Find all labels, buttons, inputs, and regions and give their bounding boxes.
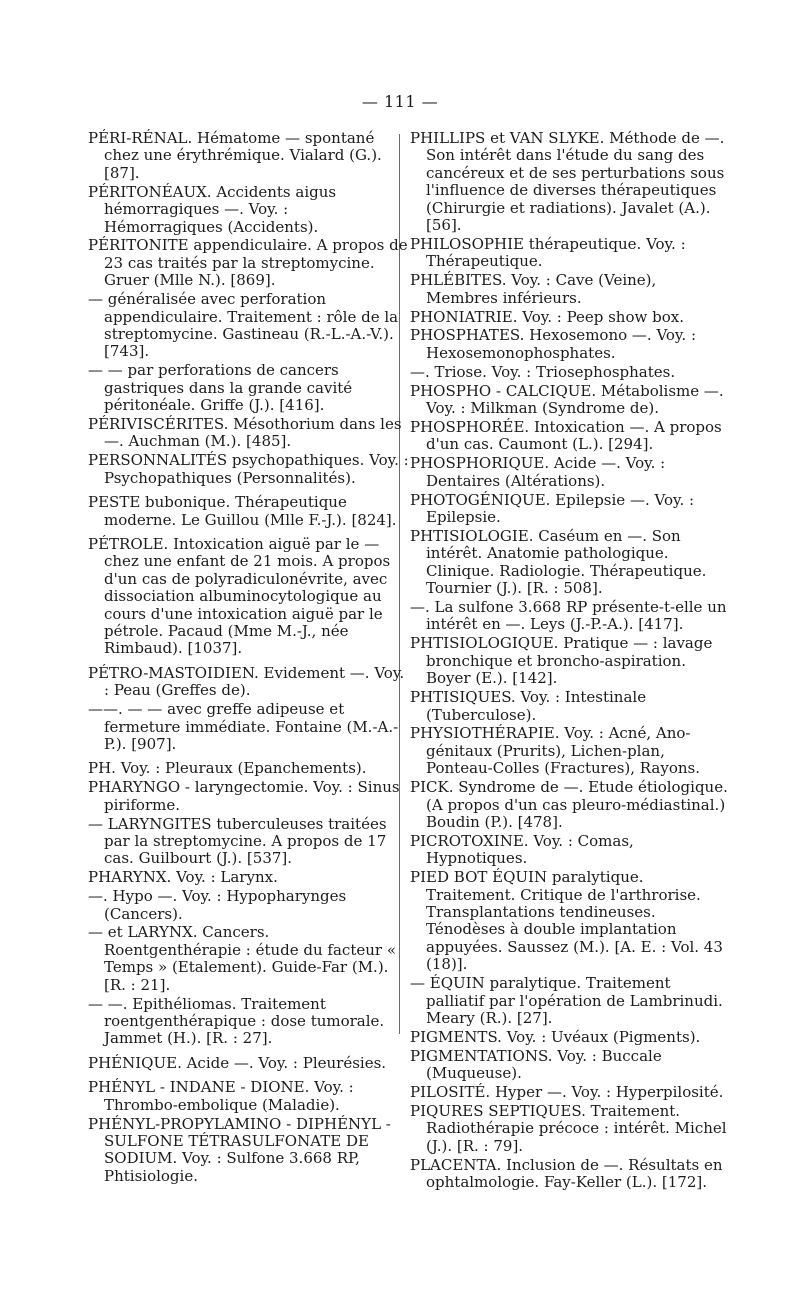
index-entry: PHILOSOPHIE thérapeutique. Voy. : Thérapeutique. xyxy=(410,234,686,271)
index-entry: PÉRI-RÉNAL. Hématome — spontané chez une érythrémique. Vialard (G.). [87]. xyxy=(88,129,382,182)
index-entry: PIQURES SEPTIQUES. Traitement. Radiothérapie précoce : intérêt. Michel (J.). [R. : 79]. xyxy=(410,1101,727,1155)
index-entry: PHYSIOTHÉRAPIE. Voy. : Acné, Ano-génitaux (Prurits), Lichen-plan, Ponteau-Colles (Fractures), Rayons. xyxy=(410,724,701,778)
index-entry: — ÉQUIN paralytique. Traitement palliatif par l'opération de Lambrinudi. Meary (R.). [27]. xyxy=(410,974,723,1027)
index-entry: PILOSITÉ. Hyper —. Voy. : Hyperpilosité. xyxy=(410,1083,724,1102)
index-entry: — et LARYNX. Cancers. Roentgenthérapie : étude du facteur « Temps » (Etalement). Guide-Far (M.). [R. : 21]. xyxy=(88,923,396,994)
index-entry: ——. — — avec greffe adipeuse et fermeture immédiate. Fontaine (M.-A.-P.). [907]. xyxy=(88,700,399,753)
index-entry: PICROTOXINE. Voy. : Comas, Hypnotiques. xyxy=(410,831,634,868)
index-entry: PIGMENTATIONS. Voy. : Buccale (Muqueuse). xyxy=(410,1046,662,1083)
index-entry: PHLÉBITES. Voy. : Cave (Veine), Membres inférieurs. xyxy=(410,271,657,307)
index-entry: —. Hypo —. Voy. : Hypopharynges (Cancers). xyxy=(88,887,347,923)
index-entry: PHÉNYL-PROPYLAMINO - DIPHÉNYL - SULFONE TÉTRASULFONATE DE SODIUM. Voy. : Sulfone 3.668 RP, Phtisiologie. xyxy=(88,1114,391,1185)
index-entry: PHÉNYL - INDANE - DIONE. Voy. : Thrombo-embolique (Maladie). xyxy=(88,1078,354,1114)
index-entry: PERSONNALITÉS psychopathiques. Voy. : Psychopathiques (Personnalités). xyxy=(88,451,409,487)
index-entry: PHOSPHORÉE. Intoxication —. A propos d'un cas. Caumont (L.). [294]. xyxy=(410,418,722,454)
index-entry: PHOSPHO - CALCIQUE. Métabolisme —. Voy. : Milkman (Syndrome de). xyxy=(410,381,724,418)
index-entry: PÉRITONÉAUX. Accidents aigus hémorragiques —. Voy. : Hémorragiques (Accidents). xyxy=(88,182,337,236)
index-entry: PHTISIOLOGIE. Caséum en —. Son intérêt. Anatomie pathologique. Clinique. Radiologie. Thérapeutique. Tournier (J.). [R. : 508]. xyxy=(410,526,707,598)
index-entry: PHARYNX. Voy. : Larynx. xyxy=(88,868,278,887)
index-entry: PIGMENTS. Voy. : Uvéaux (Pigments). xyxy=(410,1027,701,1046)
index-entry: PÉRIVISCÉRITES. Mésothorium dans les —. Auchman (M.). [485]. xyxy=(88,415,402,451)
index-entry: PH. Voy. : Pleuraux (Epanchements). xyxy=(88,759,367,778)
index-entry: —. La sulfone 3.668 RP présente-t-elle un intérêt en —. Leys (J.-P.-A.). [417]. xyxy=(410,598,727,634)
index-entry: PHÉNIQUE. Acide —. Voy. : Pleurésies. xyxy=(88,1053,387,1072)
index-entry: PLACENTA. Inclusion de —. Résultats en ophtalmologie. Fay-Keller (L.). [172]. xyxy=(410,1155,723,1192)
index-entry: PHTISIQUES. Voy. : Intestinale (Tuberculose). xyxy=(410,688,647,724)
right-column xyxy=(410,130,732,1193)
index-entry: PIED BOT ÉQUIN paralytique. Traitement. Critique de l'arthrorise. Transplantations tendineuses. Ténodèses à double implantation appuyées. Saussez (M.). [A. E. : Vol. 43 (18)]. xyxy=(410,868,723,974)
index-entry: PÉTRO-MASTOIDIEN. Evidement —. Voy. : Peau (Greffes de). xyxy=(88,663,405,700)
index-entry: —. Triose. Voy. : Triosephosphates. xyxy=(410,362,676,381)
index-entry: PÉTROLE. Intoxication aiguë par le — chez une enfant de 21 mois. A propos d'un cas de polyradiculonévrite, avec dissociation albuminocytologique au cours d'une intoxication aiguë par le pétrole. Pacaud (Mme M.-J., née Rimbaud). [1037]. xyxy=(88,534,391,658)
page-number: — 111 — xyxy=(361,92,439,111)
index-entry: — — par perforations de cancers gastriques dans la grande cavité péritonéale. Griffe (J.). [416]. xyxy=(88,361,353,415)
index-entry: PHOTOGÉNIQUE. Epilepsie —. Voy. : Epilepsie. xyxy=(410,490,695,527)
index-entry: PESTE bubonique. Thérapeutique moderne. Le Guillou (Mlle F.-J.). [824]. xyxy=(88,493,397,529)
index-entry: PHTISIOLOGIQUE. Pratique — : lavage bronchique et broncho-aspiration. Boyer (E.). [142]. xyxy=(410,634,713,688)
index-entry: — LARYNGITES tuberculeuses traitées par la streptomycine. A propos de 17 cas. Guilbourt (J.). [537]. xyxy=(88,814,387,868)
left-column xyxy=(88,130,410,1187)
index-entry: PHONIATRIE. Voy. : Peep show box. xyxy=(410,307,684,326)
index-entry: PHILLIPS et VAN SLYKE. Méthode de —. Son intérêt dans l'étude du sang des cancéreux et de ses perturbations sous l'influence de diverses thérapeutiques (Chirurgie et radiations). Javalet (A.). [56]. xyxy=(410,129,725,235)
index-entry: PHARYNGO - laryngectomie. Voy. : Sinus piriforme. xyxy=(88,778,400,814)
index-entry: — —. Epithéliomas. Traitement roentgenthérapique : dose tumorale. Jammet (H.). [R. : 27]. xyxy=(88,994,385,1048)
index-entry: — généralisée avec perforation appendiculaire. Traitement : rôle de la streptomycine. Gastineau (R.-L.-A.-V.). [743]. xyxy=(88,290,399,361)
index-entry: PICK. Syndrome de —. Etude étiologique. (A propos d'un cas pleuro-médiastinal.) Boudin (P.). [478]. xyxy=(410,778,728,831)
index-entry: PHOSPHATES. Hexosemono —. Voy. : Hexosemonophosphates. xyxy=(410,326,696,362)
index-entry: PHOSPHORIQUE. Acide —. Voy. : Dentaires (Altérations). xyxy=(410,454,666,490)
index-entry: PÉRITONITE appendiculaire. A propos de 23 cas traités par la streptomycine. Gruer (Mlle N.). [869]. xyxy=(88,236,408,290)
